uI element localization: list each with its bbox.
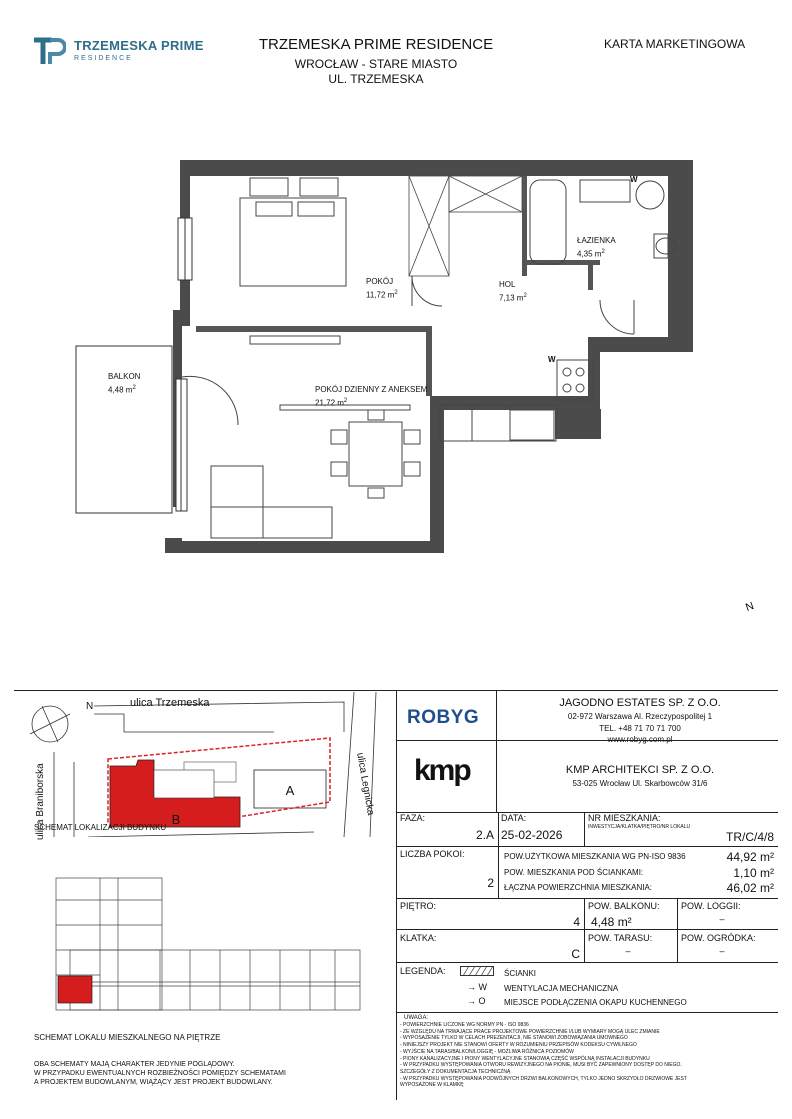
street-left: ulica Braniborska: [35, 763, 46, 840]
area3-label: ŁĄCZNA POWIERZCHNIA MIESZKANIA:: [504, 883, 653, 892]
page-title: TRZEMESKA PRIME RESIDENCE: [258, 36, 494, 53]
plan-north-label: N: [744, 600, 756, 615]
vent-marker-kitchen: W: [548, 355, 556, 364]
legend-arrow-o: → O: [467, 996, 486, 1006]
developer-address: 02-972 Warszawa Al. Rzeczypospolitej 1: [567, 712, 713, 721]
room-area-pokoj: 11,72 $m^2$: [366, 290, 398, 300]
vent-marker: W: [630, 175, 638, 184]
hatch-icon: [460, 966, 494, 976]
nr-label: NR MIESZKANIA:: [588, 813, 661, 823]
room-label-balkon: BALKON: [108, 372, 141, 381]
floor-plan: [0, 150, 792, 570]
notes-list: - POWIERZCHNIE LICZONE WG NORMY PN - ISO 9836 - ZE WZGLĘDU NA TRWAJĄCE PRACE PROJEKTOWE POWIERZCHNIE I/LUB WYMIARY MOGĄ ULEC ZMIANIE - WYPOSAŻENIE TYLKO W CELACH PREZENTACJI, NIE STANOWI ZOBOWIĄZANIA UMOWNEGO - NINIEJSZY PROJEKT NIE STANOWI OFERTY W ROZUMIENIU PRZEPISÓW KODEKSU CYWILNEGO - WYJŚCIE NA TARAS/BALKON/LOGGIĘ - MOŻLIWA RÓŻNICA POZIOMÓW - PIONY KANALIZACYJNE I PIONY WENTYLACYJNE STANOWIĄ CZĘŚĆ WSPÓLNĄ INSTALACJI BUDYNKU - W PRZYPADKU WYSTĘPOWANIA OTWORU REWIZYJNEGO NA PIONIE, MUSI BYĆ ZAPEWNIONY DOSTĘP DO NIEGO. SZCZEGÓŁY Z DOKUMENTACJA TECHNICZNĄ - W PRZYPADKU WYSTĘPOWANIA PODWÓJNYCH DRZWI BALKONOWYCH, TYLKO JEDNO SKRZYDŁO DRZWIOWE JEST WYPOSAŻONE W KLAMKĘ: [400, 1022, 687, 1089]
loggia-value: –: [719, 914, 725, 924]
stair-value: C: [571, 947, 580, 961]
area1-label: POW.UŻYTKOWA MIESZKANIA WG PN-ISO 9836: [504, 852, 686, 861]
balcony-label: POW. BALKONU:: [588, 901, 660, 911]
developer-name: JAGODNO ESTATES SP. Z O.O.: [559, 697, 721, 709]
loggia-label: POW. LOGGII:: [681, 901, 741, 911]
architect-name: KMP ARCHITEKCI SP. Z O.O.: [565, 764, 715, 776]
room-label-lazienka: ŁAZIENKA: [577, 236, 616, 245]
location-map: [14, 692, 394, 837]
kmp-logo: kmp: [414, 754, 470, 787]
garden-value: –: [719, 946, 725, 956]
faza-label: FAZA:: [400, 813, 426, 823]
brand-sub: RESIDENCE: [74, 55, 133, 62]
room-area-hol: 7,13 $m^2$: [499, 293, 527, 303]
nr-sub: INWESTYCJA/KLATKA/PIĘTRO/NR LOKALU: [588, 824, 691, 830]
location-line: WROCŁAW - STARE MIASTO: [294, 57, 458, 71]
legend-item-vent: WENTYLACJA MECHANICZNA: [504, 984, 619, 993]
street-right: ulica Legnicka: [354, 751, 376, 817]
building-b-label: B: [171, 812, 181, 827]
data-label: DATA:: [501, 813, 527, 823]
developer-phone: TEL. +48 71 70 71 700: [599, 724, 681, 733]
location-north-label: N: [86, 701, 94, 712]
floor-caption: SCHEMAT LOKALU MIESZKALNEGO NA PIĘTRZE: [34, 1033, 221, 1042]
room-label-dzienny: POKÓJ DZIENNY Z ANEKSEM: [315, 385, 428, 394]
street-line: UL. TRZEMESKA: [328, 72, 424, 86]
floor-value: 4: [573, 915, 580, 929]
brand-name: TRZEMESKA PRIME: [74, 38, 204, 53]
legend-arrow-w: → W: [467, 982, 488, 992]
legend-item-hood: MIEJSCE PODŁĄCZENIA OKAPU KUCHENNEGO: [504, 998, 687, 1007]
faza-value: 2.A: [475, 828, 494, 842]
room-label-pokoj: POKÓJ: [366, 277, 394, 286]
notes-label: UWAGA:: [404, 1015, 429, 1021]
stair-label: KLATKA:: [400, 933, 437, 943]
location-caption: SCHEMAT LOKALIZACJI BUDYNKU: [34, 823, 167, 832]
room-label-hol: HOL: [499, 280, 516, 289]
floor-label: PIĘTRO:: [400, 901, 437, 911]
garden-label: POW. OGRÓDKA:: [681, 933, 756, 943]
area2-label: POW. MIESZKANIA POD ŚCIANKAMI:: [504, 868, 644, 877]
street-top: ulica Trzemeska: [130, 697, 210, 709]
brand-logo-icon: [32, 36, 66, 66]
room-area-balkon: 4,48 $m^2$: [108, 385, 136, 395]
building-a-label: A: [285, 783, 295, 798]
nr-value: TR/C/4/8: [725, 830, 774, 844]
legend-label: LEGENDA:: [400, 966, 446, 976]
rooms-label: LICZBA POKOI:: [400, 849, 465, 859]
data-value: 25-02-2026: [501, 828, 563, 842]
developer-web: www.robyg.com.pl: [607, 735, 673, 744]
robyg-logo: ROBYG: [407, 707, 480, 728]
card-type: KARTA MARKETINGOWA: [604, 37, 746, 51]
room-area-lazienka: 4,35 $m^2$: [577, 249, 605, 259]
rooms-value: 2: [487, 876, 494, 890]
area1-value: 44,92 m²: [726, 850, 774, 864]
legend-item-walls: ŚCIANKI: [504, 969, 537, 978]
area2-value: 1,10 m²: [733, 866, 774, 880]
disclaimer: OBA SCHEMATY MAJĄ CHARAKTER JEDYNIE POGLĄDOWY. W PRZYPADKU EWENTUALNYCH ROZBIEŻNOŚCI POMIĘDZY SCHEMATAMI A PROJEKTEM BUDOWLANYM, WIĄŻĄCY JEST PROJEKT BUDOWLANY.: [34, 1061, 286, 1086]
architect-address: 53-025 Wrocław Ul. Skarbowców 31/6: [572, 779, 708, 788]
balcony-value: 4,48 m²: [591, 915, 632, 929]
area3-value: 46,02 m²: [726, 881, 774, 895]
room-area-dzienny: 21,72 $m^2$: [315, 398, 348, 408]
terrace-value: –: [625, 946, 631, 956]
terrace-label: POW. TARASU:: [588, 933, 653, 943]
floor-scheme: [40, 870, 380, 1020]
